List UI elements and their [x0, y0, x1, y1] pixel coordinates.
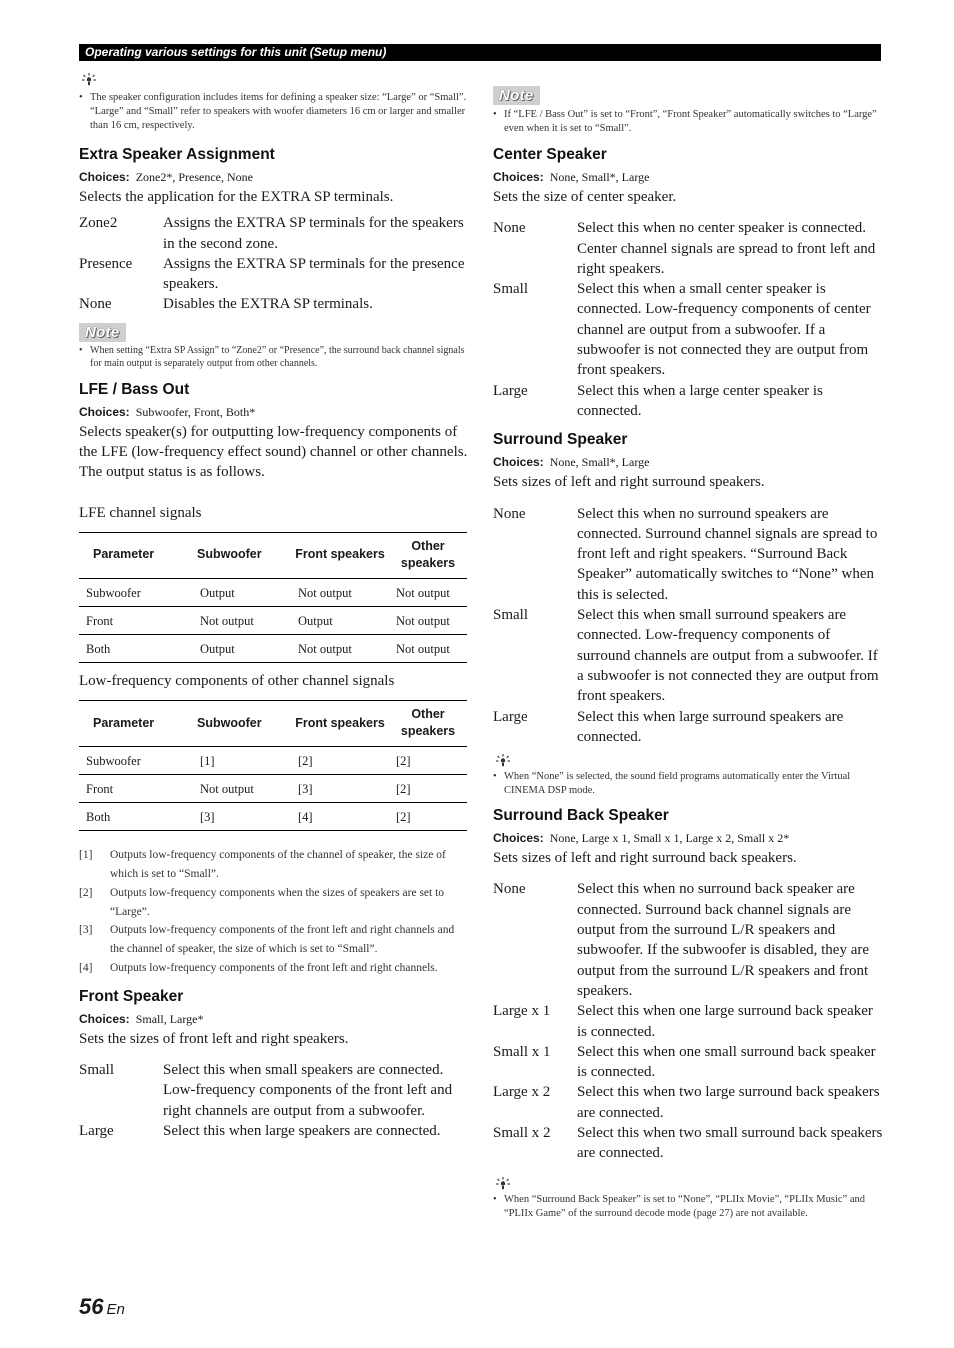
- section-title-lfe: LFE / Bass Out: [79, 380, 190, 398]
- option-desc: Select this when no center speaker is connected. Center channel signals are spread to front left and right speakers.: [577, 220, 876, 277]
- table-cell: Subwoofer: [79, 747, 193, 775]
- table-cell: [3]: [193, 803, 291, 831]
- table-cell: [2]: [389, 747, 467, 775]
- section-header-title: Operating various settings for this unit (Setup menu): [85, 45, 387, 59]
- option-term: Small: [493, 281, 529, 298]
- choices-label: Choices:: [79, 170, 130, 184]
- section-header-bar: [79, 44, 881, 61]
- note-lfe-front: • If “LFE / Bass Out” is set to “Front”, “Front Speaker” automatically switches to “Large” even when it is set to “Small”.: [493, 108, 883, 136]
- table-cell: Output: [291, 606, 389, 634]
- option-desc: Select this when small speakers are connected. Low-frequency components of the front left and right channels are output from a subwoofer.: [163, 1062, 453, 1119]
- table-cell: Not output: [291, 578, 389, 606]
- choices-values: None, Small*, Large: [549, 170, 650, 184]
- table1-caption: LFE channel signals: [79, 504, 202, 521]
- tip-virtual-cinema: • When “None” is selected, the sound field programs automatically enter the Virtual CINEMA DSP mode.: [493, 770, 883, 798]
- table-cell: Not output: [389, 634, 467, 662]
- option-term: Large: [493, 382, 528, 399]
- option-desc: Disables the EXTRA SP terminals.: [163, 296, 373, 313]
- option-row: [79, 1060, 469, 1121]
- option-desc: Select this when one small surround back speaker is connected.: [577, 1043, 876, 1081]
- col-header: Other speakers: [389, 532, 467, 578]
- footnote-text: Outputs low-frequency components of the channel of speaker, the size of which is set to “Small”.: [110, 849, 446, 881]
- table-cell: Output: [193, 634, 291, 662]
- option-row: [493, 381, 883, 422]
- other-channel-table: [79, 700, 467, 831]
- surround-choices: [493, 454, 883, 470]
- table-cell: Not output: [193, 775, 291, 803]
- table-cell: Not output: [389, 578, 467, 606]
- table-cell: [2]: [291, 747, 389, 775]
- center-description: Sets the size of center speaker.: [493, 189, 677, 205]
- note-text: When setting “Extra SP Assign” to “Zone2” or “Presence”, the surround back channel signals for main output is separately output from other channels.: [90, 344, 465, 370]
- option-desc: Select this when small surround speakers are connected. Low-frequency components of surround channels are output from a subwoofer. If a subwoofer is not connected they are output from front speakers.: [577, 607, 879, 705]
- option-term: Large x 2: [493, 1084, 551, 1101]
- choices-label: Choices:: [79, 404, 130, 419]
- table-cell: Front: [79, 606, 193, 634]
- choices-values: None, Large x 1, Small x 1, Large x 2, Small x 2*: [549, 831, 790, 846]
- footnote-key: [2]: [79, 886, 93, 899]
- option-term: None: [493, 220, 526, 237]
- table-cell: Not output: [193, 606, 291, 634]
- center-options-list: [493, 218, 883, 421]
- table-cell: [2]: [389, 775, 467, 803]
- choices-values: None, Small*, Large: [549, 455, 650, 470]
- extra-choices: [79, 169, 469, 185]
- footnote-text: Outputs low-frequency components when the sizes of speakers are set to “Large”.: [110, 886, 445, 918]
- table-header-row: [79, 701, 467, 747]
- section-title-surround-back-speaker: Surround Back Speaker: [493, 807, 669, 825]
- col-header: Other speakers: [389, 701, 467, 747]
- option-term: Large: [79, 1123, 114, 1140]
- page-language: En: [106, 1301, 125, 1318]
- col-header: Front speakers: [291, 701, 389, 747]
- back-choices: [493, 830, 883, 846]
- table-row: [79, 747, 467, 775]
- option-desc: Select this when no surround speakers are connected. Surround channel signals are spread to front left and right speakers. “Surround Back Speaker” automatically switches to “None” when this is selected.: [577, 505, 878, 603]
- table-cell: [3]: [291, 775, 389, 803]
- option-term: Small x 2: [493, 1124, 551, 1141]
- option-row: [493, 605, 883, 706]
- tip-pliix: • When “Surround Back Speaker” is set to “None”, “PLIIx Movie”, “PLIIx Music” and “PLIIx Game” of the surround decode mode (page 27) are not available.: [493, 1193, 883, 1221]
- col-header: Subwoofer: [193, 701, 291, 747]
- surround-description: Sets sizes of left and right surround speakers.: [493, 474, 765, 491]
- footnote-text: Outputs low-frequency components of the front left and right channels.: [110, 962, 438, 975]
- left-column: [79, 72, 469, 1141]
- table-cell: Both: [79, 803, 193, 831]
- right-column: [493, 86, 883, 1221]
- note-text: If “LFE / Bass Out” is set to “Front”, “Front Speaker” automatically switches to “Large” even when it is set to “Small”.: [504, 109, 877, 134]
- option-row: [493, 1042, 883, 1083]
- option-row: [493, 1123, 883, 1164]
- col-header: Front speakers: [291, 532, 389, 578]
- footnote: [79, 846, 469, 884]
- option-term: Large: [493, 708, 528, 725]
- option-row: [493, 879, 883, 1001]
- option-row: [493, 218, 883, 279]
- note-badge: Note: [493, 86, 540, 105]
- option-row: [493, 279, 883, 380]
- footnote: [79, 921, 469, 959]
- tip-lightbulb-icon: [81, 72, 97, 88]
- choices-label: Choices:: [79, 1011, 130, 1026]
- footnote: [79, 884, 469, 922]
- footnotes: [79, 846, 469, 978]
- option-desc: Select this when large surround speakers are connected.: [577, 708, 844, 745]
- option-desc: Select this when a small center speaker is connected. Low-frequency components of center channel are output from a subwoofer. If a subwoofer is not connected they are output from front speakers.: [577, 281, 871, 379]
- footnote-text: Outputs low-frequency components of the front left and right channels and the channel of speaker, the size of which is set to “Small”.: [110, 924, 455, 956]
- option-term: None: [493, 505, 526, 522]
- extra-description: Selects the application for the EXTRA SP terminals.: [79, 189, 394, 205]
- tip-lightbulb-icon: [495, 1176, 511, 1192]
- choices-label: Choices:: [493, 455, 544, 470]
- option-row: [79, 213, 469, 254]
- surround-options-list: [493, 504, 883, 748]
- table-row: [79, 578, 467, 606]
- option-desc: Select this when large speakers are connected.: [163, 1123, 441, 1140]
- back-options-list: [493, 879, 883, 1163]
- choices-values: Small, Large*: [135, 1011, 204, 1026]
- choices-label: Choices:: [493, 170, 544, 184]
- option-row: [79, 1121, 469, 1141]
- section-title-center-speaker: Center Speaker: [493, 146, 607, 163]
- option-row: [493, 707, 883, 748]
- table-cell: [2]: [389, 803, 467, 831]
- table-row: [79, 803, 467, 831]
- center-choices: [493, 169, 883, 185]
- lfe-channel-table: [79, 532, 467, 663]
- col-header: Subwoofer: [193, 532, 291, 578]
- table-cell: [1]: [193, 747, 291, 775]
- table-cell: Not output: [291, 634, 389, 662]
- table-row: [79, 606, 467, 634]
- option-term: Small: [79, 1062, 115, 1079]
- section-title-surround-speaker: Surround Speaker: [493, 431, 628, 449]
- footnote-key: [4]: [79, 962, 93, 975]
- tip-text: The speaker configuration includes items for defining a speaker size: “Large” or “Small”. “Large” and “Small” refer to speakers with woofer diameters 16 cm or larger and smaller than 16 cm, respectively.: [90, 92, 467, 131]
- lfe-choices: [79, 404, 469, 420]
- option-row: [79, 254, 469, 295]
- choices-values: Zone2*, Presence, None: [135, 170, 253, 184]
- front-options-list: [79, 1060, 469, 1141]
- front-choices: [79, 1011, 469, 1027]
- lfe-description: Selects speaker(s) for outputting low-frequency components of the LFE (low-frequency effect sound) channel or other channels. The output status is as follows.: [79, 423, 468, 481]
- table-row: [79, 634, 467, 662]
- option-term: None: [493, 881, 526, 898]
- option-desc: Select this when a large center speaker is connected.: [577, 382, 823, 419]
- option-row: [493, 1082, 883, 1123]
- footnote-key: [3]: [79, 924, 93, 937]
- choices-values: Subwoofer, Front, Both*: [135, 404, 256, 419]
- page-number-value: 56: [79, 1294, 104, 1319]
- option-term: None: [79, 296, 112, 313]
- option-row: [79, 294, 469, 314]
- option-desc: Assigns the EXTRA SP terminals for the speakers in the second zone.: [163, 215, 464, 252]
- front-description: Sets the sizes of front left and right speakers.: [79, 1030, 349, 1047]
- table-row: [79, 775, 467, 803]
- option-desc: Select this when one large surround back speaker is connected.: [577, 1003, 873, 1040]
- option-desc: Assigns the EXTRA SP terminals for the presence speakers.: [163, 255, 465, 293]
- table-cell: Not output: [389, 606, 467, 634]
- option-row: [493, 504, 883, 605]
- option-term: Zone2: [79, 215, 118, 232]
- footnote-key: [1]: [79, 849, 93, 862]
- table-cell: Both: [79, 634, 193, 662]
- tip-text: When “Surround Back Speaker” is set to “None”, “PLIIx Movie”, “PLIIx Music” and “PLIIx Game” of the surround decode mode (page 27) are not available.: [504, 1193, 865, 1219]
- col-header: Parameter: [79, 532, 193, 578]
- option-desc: Select this when two small surround back speakers are connected.: [577, 1124, 883, 1162]
- option-desc: Select this when two large surround back speakers are connected.: [577, 1084, 880, 1121]
- option-term: Small: [493, 607, 529, 624]
- footnote: [79, 959, 469, 978]
- note-extra-sp: • When setting “Extra SP Assign” to “Zone2” or “Presence”, the surround back channel signals for main output is separately output from other channels.: [79, 344, 469, 371]
- section-title-front-speaker: Front Speaker: [79, 987, 184, 1005]
- table-header-row: [79, 532, 467, 578]
- extra-options-list: [79, 213, 469, 314]
- col-header: Parameter: [79, 701, 193, 747]
- table-cell: Subwoofer: [79, 578, 193, 606]
- page-number: [79, 1294, 125, 1320]
- option-term: Small x 1: [493, 1043, 551, 1060]
- section-title-extra-speaker: Extra Speaker Assignment: [79, 146, 275, 163]
- tip-speaker-size: • The speaker configuration includes items for defining a speaker size: “Large” or “Small”. “Large” and “Small” refer to speakers with woofer diameters 16 cm or larger and smaller than 16 cm, respectively.: [79, 91, 469, 133]
- option-row: [493, 1001, 883, 1042]
- tip-lightbulb-icon: [495, 753, 511, 769]
- note-badge: Note: [79, 323, 126, 342]
- table2-caption: Low-frequency components of other channel signals: [79, 672, 395, 689]
- table-cell: [4]: [291, 803, 389, 831]
- table-cell: Output: [193, 578, 291, 606]
- option-term: Large x 1: [493, 1003, 551, 1020]
- table-cell: Front: [79, 775, 193, 803]
- option-term: Presence: [79, 255, 133, 272]
- back-description: Sets sizes of left and right surround back speakers.: [493, 850, 797, 867]
- choices-label: Choices:: [493, 831, 544, 846]
- tip-text: When “None” is selected, the sound field programs automatically enter the Virtual CINEMA DSP mode.: [504, 771, 851, 797]
- option-desc: Select this when no surround back speaker are connected. Surround back channel signals are output from the surround L/R speakers and subwoofer. If the subwoofer is disabled, they are output from the surround L/R speakers and front speakers.: [577, 881, 870, 999]
